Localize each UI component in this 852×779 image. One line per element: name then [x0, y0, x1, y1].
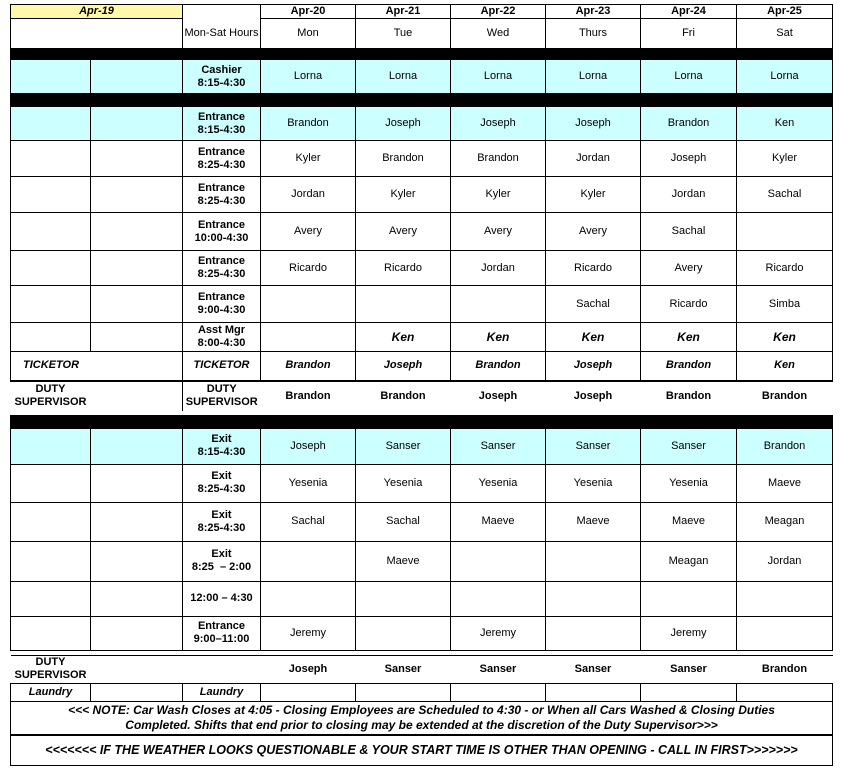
blank-cell	[91, 381, 183, 411]
shift-cell: Ken	[451, 323, 546, 352]
blank-cell	[91, 286, 183, 323]
shift-cell: Ricardo	[356, 251, 451, 286]
blank-cell	[91, 502, 183, 541]
laundry-label: Laundry	[11, 683, 91, 701]
closing-note-line1: <<< NOTE: Car Wash Closes at 4:05 - Closing Employees are Scheduled to 4:30 - or When all Cars Washed & Closing Duties	[68, 702, 775, 717]
shift-cell	[451, 581, 546, 616]
shift-cell: Brandon	[356, 141, 451, 177]
shift-cell: Brandon	[380, 389, 426, 402]
blank-cell	[91, 581, 183, 616]
shift-cell	[451, 683, 546, 701]
shift-cell	[356, 286, 451, 323]
date-cell: Apr-25	[737, 5, 833, 19]
role-hours: 10:00-4:30	[194, 231, 249, 244]
shift-cell: Maeve	[737, 464, 833, 502]
shift-cell	[356, 683, 451, 701]
role-cell	[183, 323, 261, 352]
role-cell	[183, 581, 261, 616]
shift-cell: Ricardo	[546, 251, 641, 286]
hours-header: Mon-Sat Hours	[183, 19, 261, 49]
role-label: Entrance	[197, 145, 246, 158]
blank-cell	[91, 251, 183, 286]
role-label: Entrance	[197, 181, 246, 194]
shift-cell: Ricardo	[737, 251, 833, 286]
role-hours: 8:00-4:30	[197, 337, 246, 349]
shift-cell: Lorna	[261, 60, 356, 94]
role-cell	[183, 177, 261, 213]
blank-cell	[91, 464, 183, 502]
shift-cell: Joseph	[546, 352, 641, 381]
role-cell	[183, 464, 261, 502]
entrance-row	[11, 177, 833, 213]
role-hours: 8:15-4:30	[197, 446, 246, 458]
shift-cell	[546, 581, 641, 616]
role-label: Exit	[211, 508, 232, 521]
day-cell: Mon	[261, 19, 356, 49]
shift-cell	[261, 286, 356, 323]
date-cell: Apr-22	[451, 5, 546, 19]
blank-cell	[91, 323, 183, 352]
shift-cell: Sanser	[356, 428, 451, 464]
shift-cell	[546, 683, 641, 701]
entrance-row	[11, 213, 833, 251]
date-cell: Apr-21	[356, 5, 451, 19]
day-cell: Tue	[356, 19, 451, 49]
shift-cell: Lorna	[737, 60, 833, 94]
role-hours: 9:00–11:00	[193, 633, 250, 645]
blank-cell	[11, 251, 91, 286]
shift-cell: Lorna	[546, 60, 641, 94]
duty-supervisor-row	[11, 381, 833, 411]
role-hours: 8:15-4:30	[197, 76, 246, 89]
weather-note-row	[11, 735, 833, 765]
shift-cell	[261, 581, 356, 616]
shift-cell: Joseph	[356, 352, 451, 381]
blank-cell	[11, 428, 91, 464]
date-cell: Apr-20	[261, 5, 356, 19]
shift-cell: Kyler	[451, 177, 546, 213]
role-label: Exit	[211, 433, 232, 445]
blank-cell	[91, 177, 183, 213]
month-label: Apr-19	[11, 5, 183, 19]
blank-cell	[91, 60, 183, 94]
blank-cell	[11, 107, 91, 141]
shift-cell: Sanser	[546, 655, 641, 683]
shift-cell: Joseph	[451, 107, 546, 141]
closing-note-row	[11, 701, 833, 735]
role-hours: 12:00 – 4:30	[190, 592, 253, 604]
schedule-table	[10, 4, 833, 766]
entrance-row	[11, 107, 833, 141]
exit-row	[11, 581, 833, 616]
blank-cell	[11, 581, 91, 616]
blank-cell	[11, 541, 91, 581]
blank-cell	[11, 502, 91, 541]
shift-cell: Sachal	[641, 213, 737, 251]
blank-cell	[11, 177, 91, 213]
role-cell	[183, 60, 261, 94]
shift-cell: Avery	[261, 213, 356, 251]
shift-cell: Yesenia	[546, 464, 641, 502]
shift-cell: Sanser	[546, 428, 641, 464]
role-label: Entrance	[197, 218, 246, 231]
shift-cell	[451, 286, 546, 323]
shift-cell: Simba	[737, 286, 833, 323]
shift-cell: Joseph	[356, 107, 451, 141]
shift-cell: Lorna	[356, 60, 451, 94]
role-cell	[183, 616, 261, 650]
blank-cell	[11, 213, 91, 251]
role-label: Exit	[211, 548, 232, 560]
shift-cell: Jordan	[261, 177, 356, 213]
cashier-row	[11, 60, 833, 94]
shift-cell: Brandon	[451, 141, 546, 177]
blank-cell	[11, 60, 91, 94]
shift-cell	[261, 683, 356, 701]
ticketor-label-2: TICKETOR	[183, 352, 261, 381]
shift-cell: Kyler	[261, 141, 356, 177]
shift-cell: Brandon	[737, 655, 833, 683]
role-hours: 8:25-4:30	[197, 483, 246, 495]
shift-cell: Kyler	[356, 177, 451, 213]
role-cell	[183, 213, 261, 251]
shift-cell: Kyler	[737, 141, 833, 177]
shift-cell: Lorna	[641, 60, 737, 94]
role-cell	[183, 286, 261, 323]
shift-cell: Avery	[356, 213, 451, 251]
shift-cell	[261, 323, 356, 352]
shift-cell	[546, 541, 641, 581]
shift-cell: Yesenia	[641, 464, 737, 502]
shift-cell: Joseph	[546, 107, 641, 141]
exit-row	[11, 502, 833, 541]
shift-cell: Joseph	[641, 141, 737, 177]
role-cell	[183, 107, 261, 141]
shift-cell: Ken	[546, 323, 641, 352]
role-hours: 8:15-4:30	[197, 123, 246, 136]
shift-cell: Sanser	[641, 428, 737, 464]
shift-cell: Jordan	[641, 177, 737, 213]
closing-note-line2: Completed. Shifts that end prior to closing may be extended at the discretion of the Duty Supervisor>>>	[125, 717, 718, 732]
shift-cell: Jeremy	[261, 616, 356, 650]
role-label: Entrance	[197, 255, 246, 267]
shift-cell: Yesenia	[451, 464, 546, 502]
closing-note	[11, 701, 833, 735]
shift-cell: Sachal	[737, 177, 833, 213]
duty-label-2: DUTY SUPERVISOR	[183, 381, 261, 411]
shift-cell: Joseph	[261, 428, 356, 464]
shift-cell: Brandon	[641, 352, 737, 381]
shift-cell: Ken	[641, 323, 737, 352]
shift-cell	[261, 541, 356, 581]
role-hours: 9:00-4:30	[197, 304, 246, 316]
entrance-row	[11, 251, 833, 286]
role-cell	[183, 251, 261, 286]
role-cell	[183, 541, 261, 581]
blank-cell	[91, 655, 183, 683]
role-hours: 8:25 – 2:00	[191, 561, 252, 573]
blank-cell	[91, 141, 183, 177]
blank-cell	[91, 616, 183, 650]
day-cell: Sat	[737, 19, 833, 49]
entrance-row	[11, 141, 833, 177]
shift-cell: Sachal	[356, 502, 451, 541]
shift-cell: Ricardo	[641, 286, 737, 323]
shift-cell: Avery	[546, 213, 641, 251]
day-cell: Fri	[641, 19, 737, 49]
shift-cell	[737, 616, 833, 650]
duty-supervisor-row	[11, 655, 833, 683]
role-cell	[183, 141, 261, 177]
blank-cell	[183, 5, 261, 19]
day-header-row	[11, 19, 833, 49]
blank-cell	[11, 616, 91, 650]
blank-cell	[91, 107, 183, 141]
role-hours: 8:25-4:30	[197, 521, 246, 534]
blank-cell	[11, 19, 183, 49]
ticketor-row	[11, 352, 833, 381]
role-label: Cashier	[201, 63, 242, 76]
shift-cell	[737, 683, 833, 701]
shift-cell	[356, 581, 451, 616]
shift-cell: Yesenia	[356, 464, 451, 502]
divider-bar	[11, 415, 833, 428]
blank-cell	[183, 655, 261, 683]
shift-cell: Ken	[737, 107, 833, 141]
shift-cell: Avery	[641, 251, 737, 286]
role-label: Exit	[211, 470, 232, 482]
shift-cell	[737, 213, 833, 251]
role-hours: 8:25-4:30	[197, 158, 246, 171]
role-label: Asst Mgr	[197, 324, 246, 336]
shift-cell: Sachal	[261, 502, 356, 541]
blank-cell	[91, 213, 183, 251]
shift-cell: Jeremy	[451, 616, 546, 650]
shift-cell: Kyler	[546, 177, 641, 213]
shift-cell: Sanser	[356, 655, 451, 683]
weather-note: <<<<<<< IF THE WEATHER LOOKS QUESTIONABLE & YOUR START TIME IS OTHER THAN OPENING - CALL IN FIRST>>>>>>>	[11, 735, 833, 765]
entrance-row	[11, 286, 833, 323]
shift-cell: Sachal	[546, 286, 641, 323]
shift-cell: Maeve	[356, 541, 451, 581]
role-cell	[183, 502, 261, 541]
shift-cell: Yesenia	[261, 464, 356, 502]
shift-cell	[451, 541, 546, 581]
day-cell: Wed	[451, 19, 546, 49]
shift-cell: Jordan	[737, 541, 833, 581]
shift-cell: Brandon	[665, 389, 712, 402]
shift-cell: Sanser	[451, 428, 546, 464]
blank-cell	[11, 141, 91, 177]
shift-cell: Avery	[451, 213, 546, 251]
shift-cell	[546, 616, 641, 650]
shift-cell: Brandon	[261, 352, 356, 381]
shift-cell: Maeve	[451, 502, 546, 541]
exit-row	[11, 428, 833, 464]
duty-label: DUTY SUPERVISOR	[11, 381, 91, 411]
shift-cell: Brandon	[451, 352, 546, 381]
exit-row	[11, 464, 833, 502]
blank-cell	[91, 428, 183, 464]
schedule-sheet	[10, 4, 832, 766]
date-cell: Apr-23	[546, 5, 641, 19]
date-header-row	[11, 5, 833, 19]
shift-cell: Joseph	[261, 655, 356, 683]
shift-cell: Ken	[356, 323, 451, 352]
duty-label: DUTY SUPERVISOR	[11, 655, 91, 683]
shift-cell: Maeve	[641, 502, 737, 541]
shift-cell: Jordan	[546, 141, 641, 177]
shift-cell: Ken	[737, 352, 833, 381]
shift-cell: Ricardo	[261, 251, 356, 286]
laundry-row	[11, 683, 833, 701]
role-cell	[183, 428, 261, 464]
shift-cell: Jeremy	[641, 616, 737, 650]
shift-cell: Jordan	[451, 251, 546, 286]
shift-cell: Brandon	[261, 107, 356, 141]
shift-cell: Ken	[737, 323, 833, 352]
shift-cell: Sanser	[451, 655, 546, 683]
role-label: Entrance	[197, 110, 246, 123]
shift-cell: Brandon	[641, 107, 737, 141]
shift-cell	[641, 683, 737, 701]
shift-cell: Sanser	[641, 655, 737, 683]
laundry-label-2: Laundry	[183, 683, 261, 701]
role-hours: 8:25-4:30	[197, 268, 246, 280]
role-hours: 8:25-4:30	[197, 194, 246, 207]
date-cell: Apr-24	[641, 5, 737, 19]
exit-row	[11, 616, 833, 650]
blank-cell	[11, 286, 91, 323]
shift-cell: Maeve	[546, 502, 641, 541]
ticketor-label: TICKETOR	[11, 352, 183, 381]
shift-cell	[356, 616, 451, 650]
shift-cell: Meagan	[737, 502, 833, 541]
shift-cell	[641, 581, 737, 616]
shift-cell: Brandon	[737, 428, 833, 464]
shift-cell: Joseph	[573, 389, 613, 402]
shift-cell: Lorna	[451, 60, 546, 94]
blank-cell	[11, 323, 91, 352]
blank-cell	[91, 541, 183, 581]
day-cell: Thurs	[546, 19, 641, 49]
role-label: Entrance	[197, 291, 246, 303]
divider-bar	[11, 49, 833, 60]
shift-cell: Brandon	[761, 389, 808, 402]
asst-mgr-row	[11, 323, 833, 352]
role-label: Entrance	[197, 620, 246, 632]
blank-cell	[11, 464, 91, 502]
blank-cell	[91, 683, 183, 701]
exit-row	[11, 541, 833, 581]
shift-cell	[737, 581, 833, 616]
shift-cell: Joseph	[478, 389, 518, 402]
shift-cell: Meagan	[641, 541, 737, 581]
shift-cell: Brandon	[285, 389, 331, 402]
divider-bar	[11, 94, 833, 107]
